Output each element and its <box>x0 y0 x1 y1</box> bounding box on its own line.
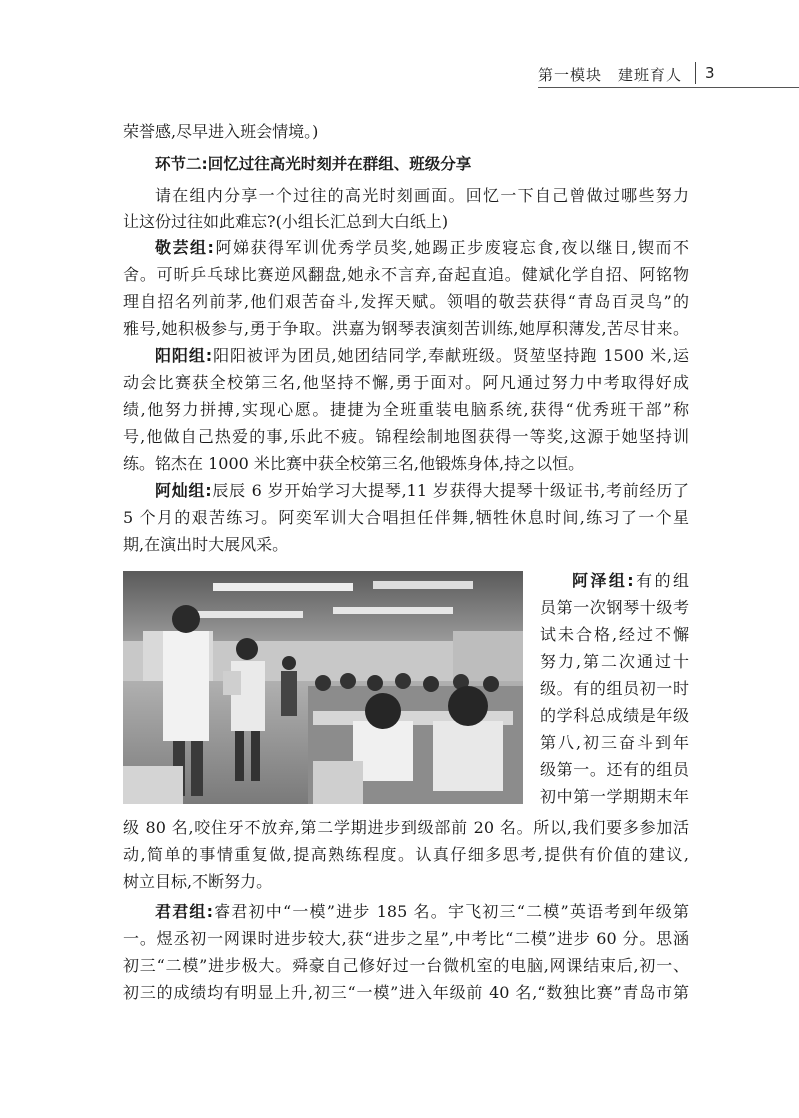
text-line: 第八,初三奋斗到年 <box>540 733 689 752</box>
text-line: 期,在演出时大展风采。 <box>123 535 289 554</box>
group-label: 阳阳组: <box>155 346 213 365</box>
text-line: 树立目标,不断努力。 <box>123 872 273 891</box>
section-heading: 环节二:回忆过往高光时刻并在群组、班级分享 <box>155 155 472 173</box>
page-number: 3 <box>705 64 715 82</box>
classroom-photo-icon <box>123 571 523 804</box>
header-section-title: 第一模块 建班育人 <box>538 66 683 84</box>
group-label: 阿灿组: <box>155 481 212 500</box>
group-label: 阿泽组: <box>572 571 634 590</box>
text-line: 舍。可昕乒乓球比赛逆风翻盘,她永不言弃,奋起直追。健斌化学自招、阿铭物 <box>123 265 689 284</box>
paragraph-start: 阳阳组:阳阳被评为团员,她团结同学,奉献班级。贤堃坚持跑 1500 米,运 <box>155 346 689 365</box>
text-line: 号,他做自己热爱的事,乐此不疲。锦程绘制地图获得一等奖,这源于她坚持训 <box>123 427 689 446</box>
text-line: 的学科总成绩是年级 <box>540 706 689 725</box>
text-line: 级第一。还有的组员 <box>540 760 689 779</box>
text-line: 5 个月的艰苦练习。阿奕军训大合唱担任伴舞,牺牲休息时间,练习了一个星 <box>123 508 689 527</box>
text-line: 级 80 名,咬住牙不放弃,第二学期进步到级部前 20 名。所以,我们要多参加活 <box>123 818 689 837</box>
text-line: 员第一次钢琴十级考 <box>540 598 689 617</box>
paragraph-start: 敬芸组:阿娣获得军训优秀学员奖,她踢正步废寝忘食,夜以继日,锲而不 <box>155 238 689 257</box>
text-line: 初三“二模”进步极大。舜豪自己修好过一台微机室的电脑,网课结束后,初一、 <box>123 956 689 975</box>
text-line: 初三的成绩均有明显上升,初三“一模”进入年级前 40 名,“数独比赛”青岛市第 <box>123 983 689 1002</box>
paragraph-start: 阿灿组:辰辰 6 岁开始学习大提琴,11 岁获得大提琴十级证书,考前经历了 <box>155 481 689 500</box>
text-line: 绩,他努力拼搏,实现心愿。捷捷为全班重装电脑系统,获得“优秀班干部”称 <box>123 400 689 419</box>
text-line: 雅号,她积极参与,勇于争取。洪嘉为钢琴表演刻苦训练,她厚积薄发,苦尽甘来。 <box>123 319 689 338</box>
text-line: 动,简单的事情重复做,提高熟练程度。认真仔细多思考,提供有价值的建议, <box>123 845 689 864</box>
paragraph-start: 阿泽组:有的组 <box>572 571 689 590</box>
text-line: 让这份过往如此难忘?(小组长汇总到大白纸上) <box>123 212 449 231</box>
group-label: 君君组: <box>155 902 213 921</box>
text-line: 努力,第二次通过十 <box>540 652 689 671</box>
header-divider <box>695 62 696 84</box>
classroom-photo <box>123 571 523 804</box>
running-header <box>538 62 799 88</box>
text-line: 理自招名列前茅,他们艰苦奋斗,发挥天赋。领唱的敬芸获得“青岛百灵鸟”的 <box>123 292 689 311</box>
text-line: 试未合格,经过不懈 <box>540 625 689 644</box>
text-line: 动会比赛获全校第三名,他坚持不懈,勇于面对。阿凡通过努力中考取得好成 <box>123 373 689 392</box>
paragraph-start: 君君组:睿君初中“一模”进步 185 名。宇飞初三“二模”英语考到年级第 <box>155 902 689 921</box>
text-line: 荣誉感,尽早进入班会情境。) <box>123 122 319 141</box>
text-line: 初中第一学期期末年 <box>540 787 689 806</box>
text-line: 级。有的组员初一时 <box>540 679 689 698</box>
text-line: 一。煜丞初一网课时进步较大,获“进步之星”,中考比“二模”进步 60 分。思涵 <box>123 929 689 948</box>
header-rule <box>538 87 799 88</box>
group-label: 敬芸组: <box>155 238 214 257</box>
text-line: 练。铭杰在 1000 米比赛中获全校第三名,他锻炼身体,持之以恒。 <box>123 454 585 473</box>
text-line: 请在组内分享一个过往的高光时刻画面。回忆一下自己曾做过哪些努力 <box>155 186 689 205</box>
